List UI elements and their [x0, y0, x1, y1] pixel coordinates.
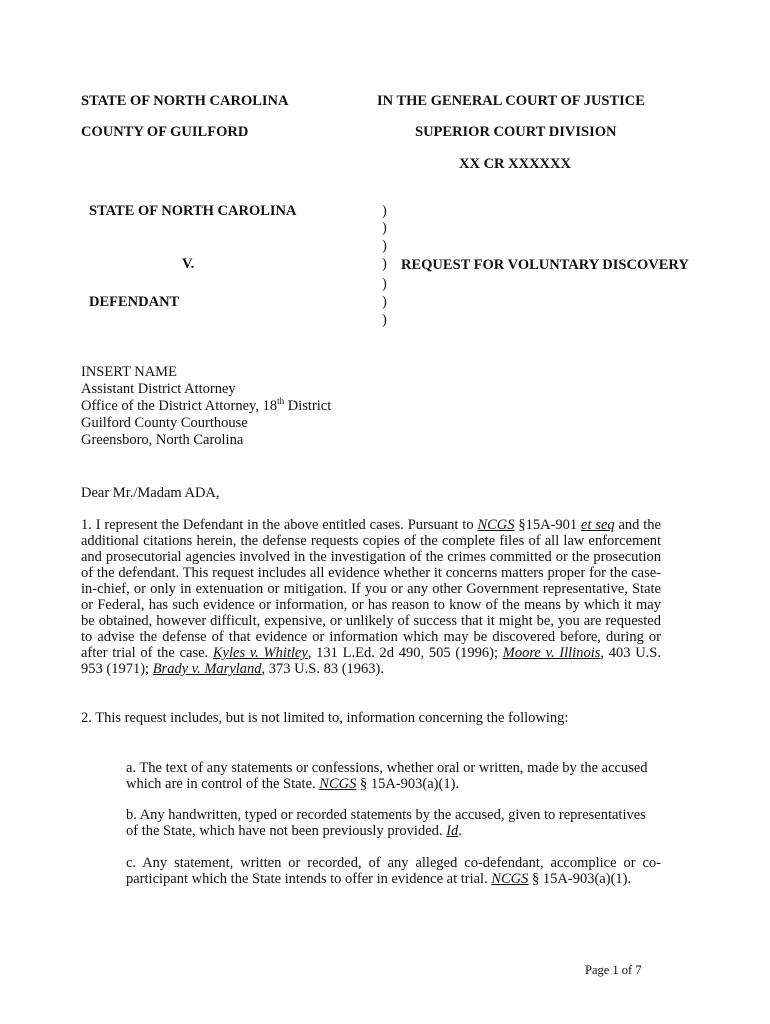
caption-defendant: DEFENDANT [89, 294, 180, 310]
case-kyles: Kyles v. Whitley [212, 645, 308, 661]
county-header: COUNTY OF GUILFORD [81, 124, 249, 140]
caption-paren: ) [382, 256, 387, 272]
caption-paren: ) [382, 276, 387, 292]
document-title: REQUEST FOR VOLUNTARY DISCOVERY [401, 257, 689, 273]
division-header: SUPERIOR COURT DIVISION [415, 124, 617, 140]
case-number: XX CR XXXXXX [459, 156, 571, 172]
state-header: STATE OF NORTH CAROLINA [81, 93, 289, 109]
citation-ncgs: NCGS [477, 517, 515, 533]
paragraph-1: 1. I represent the Defendant in the above entitled cases. Pursuant to NCGS §15A-901 et seq and the additional citations herein, the defense requests copies of the complete files of all law enforcement and prosecutorial agencies involved in the investigation of the crimes committed or the prosecution of the defendant. This request includes all evidence whether it concerns matters proper for the case-in-chief, or only in extenuation or mitigation. If you or any other Government representative, State or Federal, has such evidence or information, or has reason to know of the means by which it may be obtained, however difficult, expensive, or unlikely of success that it might be, you are requested to advise the defense of that evidence or information which may be discovered before, during or after trial of the case. Kyles v. Whitley, 131 L.Ed. 2d 490, 505 (1996); Moore v. Illinois, 403 U.S. 953 (1971); Brady v. Maryland, 373 U.S. 83 (1963). [81, 517, 661, 677]
case-brady: Brady v. Maryland [152, 661, 262, 677]
caption-paren: ) [382, 294, 387, 310]
item-a: a. The text of any statements or confessions, whether oral or written, made by the accused which are in control of the State. NCGS § 15A-903(a)(1). [126, 760, 648, 792]
item-c: c. Any statement, written or recorded, of any alleged co-defendant, accomplice or co-participant which the State intends to offer in evidence at trial. NCGS § 15A-903(a)(1). [126, 855, 661, 887]
caption-paren: ) [382, 312, 387, 328]
page-number: Page 1 of 7 [585, 963, 642, 977]
caption-paren: ) [382, 238, 387, 254]
recipient-title: Assistant District Attorney [81, 381, 236, 397]
court-header: IN THE GENERAL COURT OF JUSTICE [377, 93, 645, 109]
caption-paren: ) [382, 203, 387, 219]
recipient-name: INSERT NAME [81, 364, 177, 380]
caption-paren: ) [382, 220, 387, 236]
recipient-building: Guilford County Courthouse [81, 415, 248, 431]
item-b: b. Any handwritten, typed or recorded statements by the accused, given to representatives of the State, which have not been previously provided. Id. [126, 807, 646, 839]
case-moore: Moore v. Illinois [502, 645, 601, 661]
citation-et-seq: et seq [581, 517, 615, 533]
caption-versus: V. [182, 256, 195, 272]
address-block [81, 364, 331, 449]
paragraph-2: 2. This request includes, but is not limited to, information concerning the following: [81, 710, 569, 726]
recipient-city: Greensboro, North Carolina [81, 432, 244, 448]
caption-plaintiff: STATE OF NORTH CAROLINA [89, 203, 297, 219]
salutation: Dear Mr./Madam ADA, [81, 485, 220, 501]
recipient-office: Office of the District Attorney, 18th District [81, 396, 332, 414]
